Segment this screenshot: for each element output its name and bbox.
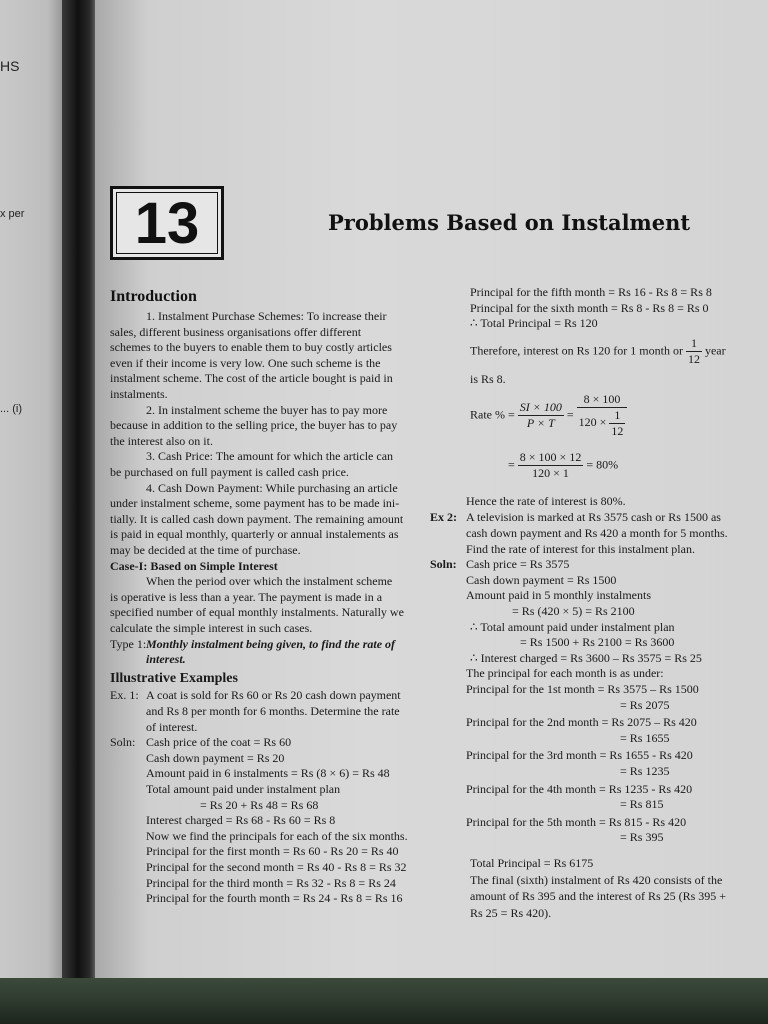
equals-sign: = [508,457,518,472]
solution-line: Principal for the third month = Rs 32 - Rs 8 = Rs 24 [146,875,396,890]
case-heading: Case-I: Based on Simple Interest [110,558,278,573]
paragraph-line: even if their income is very low. One such scheme is the [110,355,381,370]
paragraph-line: Rs 25 = Rs 420). [470,905,552,920]
fraction-numerator: 1 [686,336,702,352]
paragraph-line: because in addition to the selling price, the buyer has to pay [110,418,398,433]
rate-formula [470,392,627,439]
therefore-tail: year [701,343,726,358]
paragraph-line: is operative is less than a year. The payment is made in a [110,589,383,604]
paragraph-line: sales, different business organisations offer different [110,324,362,339]
type-text: interest. [146,652,186,667]
solution-line: Principal for the 1st month = Rs 3575 – Rs 1500 [466,682,699,696]
solution-line: ∴ Total amount paid under instalment plan [470,619,675,634]
example-line: of interest. [146,719,198,734]
solution-line: Principal for the 5th month = Rs 815 - Rs 420 [466,814,687,829]
solution-line: = Rs (420 × 5) = Rs 2100 [512,604,635,618]
solution-line: Interest charged = Rs 68 - Rs 60 = Rs 8 [146,813,336,828]
introduction-heading: Introduction [110,288,197,305]
example-line: A television is marked at Rs 3575 cash or Rs 1500 as [466,510,721,525]
paragraph-line: be purchased on full payment is called cash price. [110,465,349,479]
paragraph-line: calculate the simple interest in such cases. [110,621,313,635]
solution-line: = Rs 1500 + Rs 2100 = Rs 3600 [520,635,675,650]
solution-line: ∴ Total Principal = Rs 120 [470,316,598,331]
example-line: cash down payment and Rs 420 a month for 5 months. [466,526,728,540]
paragraph-line: specified number of equal monthly instalments. Naturally we [110,605,404,620]
fraction [518,400,564,431]
total-principal-line: Total Principal = Rs 6175 [470,856,594,870]
solution-line: ∴ Interest charged = Rs 3600 – Rs 3575 = Rs 25 [470,650,702,665]
solution-line: Principal for the fourth month = Rs 24 - Rs 8 = Rs 16 [146,891,403,906]
type-text: Monthly instalment being given, to find the rate of [146,636,396,651]
solution-line: Amount paid in 5 monthly instalments [466,588,651,603]
solution-line: Principal for the 3rd month = Rs 1655 - Rs 420 [466,748,693,763]
solution-label: Soln: [430,557,457,572]
fraction-denominator: 12 [611,423,624,438]
solution-line: Cash price = Rs 3575 [466,557,570,572]
solution-line: Principal for the sixth month = Rs 8 - Rs 8 = Rs 0 [470,300,709,315]
fraction-numerator: 8 × 100 [577,392,628,408]
solution-line: = Rs 20 + Rs 48 = Rs 68 [200,797,319,812]
fraction-denominator: 12 [687,351,700,366]
solution-line: Principal for the 4th month = Rs 1235 - Rs 420 [466,781,693,796]
solution-line: Principal for the first month = Rs 60 - Rs 20 = Rs 40 [146,844,399,859]
solution-line: = Rs 1655 [620,730,670,745]
chapter-number-box [110,186,224,260]
solution-line: Total amount paid under instalment plan [146,782,341,796]
paragraph-line: instalment scheme. The cost of the article bought is paid in [110,371,393,386]
fraction [518,450,584,481]
chapter-title: Problems Based on Instalment [328,210,691,235]
left-page-margin-fragment: ... (i) [0,403,22,415]
paragraph-line: 3. Cash Price: The amount for which the article can [146,449,394,464]
solution-line: Principal for the fifth month = Rs 16 - Rs 8 = Rs 8 [470,285,712,299]
example-line: and Rs 8 per month for 6 months. Determine the rate [146,704,400,718]
solution-line: Amount paid in 6 instalments = Rs (8 × 6) = Rs 48 [146,766,390,781]
paragraph-line: amount of Rs 395 and the interest of Rs 25 (Rs 395 + [470,889,727,904]
paragraph-line: When the period over which the instalment scheme [146,574,393,589]
fraction [577,392,628,439]
solution-line: Principal for the 2nd month = Rs 2075 – Rs 420 [466,715,697,730]
solution-line: = Rs 2075 [620,697,670,712]
example-line: A coat is sold for Rs 60 or Rs 20 cash down payment [146,688,401,703]
example-line: Find the rate of interest for this instalment plan. [466,541,695,556]
solution-line: The principal for each month is as under: [466,666,664,681]
example-label: Ex. 1: [110,688,139,703]
type-label: Type 1: [110,636,147,651]
solution-label: Soln: [110,735,136,750]
paragraph-line: may be decided at the time of purchase. [110,543,301,557]
fraction-denominator: 120 × $\frac{1}{12}$ [578,407,624,438]
paragraph-line: tially. It is called cash down payment. The remaining amount [110,511,404,526]
rate-result-formula [508,450,618,481]
rate-label: Rate % = [470,407,518,422]
solution-line: Principal for the second month = Rs 40 - Rs 8 = Rs 32 [146,860,407,874]
example-label: Ex 2: [430,510,457,525]
fraction [609,408,625,439]
left-page-margin-fragment: x per [0,208,25,220]
solution-line: Cash down payment = Rs 1500 [466,572,617,587]
solution-line: = Rs 1235 [620,764,670,778]
therefore-text: Therefore, interest on Rs 120 for 1 month or [470,343,686,358]
fraction-numerator: 1 [609,408,625,424]
paragraph-line: instalments. [110,387,168,401]
fraction-denominator: 120 × 1 [532,465,569,480]
solution-line: Cash price of the coat = Rs 60 [146,735,292,750]
solution-line: Cash down payment = Rs 20 [146,750,285,765]
solution-line: = Rs 395 [620,830,664,845]
paragraph-line: is paid in equal monthly, quarterly or annual instalements as [110,527,399,542]
hence-line: Hence the rate of interest is 80%. [466,493,626,508]
therefore-line [470,336,726,367]
fraction-numerator: 8 × 100 × 12 [519,449,582,464]
paragraph-line: The final (sixth) instalment of Rs 420 consists of the [470,872,723,887]
rate-result: = 80% [583,457,619,472]
solution-line: Now we find the principals for each of the six months. [146,828,408,843]
bottom-background [0,978,768,1024]
fraction-numerator: SI × 100 [519,399,562,414]
solution-line: = Rs 815 [620,797,664,812]
solution-line: is Rs 8. [470,371,506,386]
fraction [686,336,702,367]
left-page-header-fragment: HS [0,58,20,74]
chapter-number: 13 [116,192,218,254]
paragraph-line: 2. In instalment scheme the buyer has to pay more [146,402,388,417]
paragraph-line: 4. Cash Down Payment: While purchasing an article [146,480,398,495]
paragraph-line: schemes to the buyers to enable them to buy costly articles [110,340,392,355]
fraction-denominator: P × T [526,415,555,430]
paragraph-line: 1. Instalment Purchase Schemes: To increase their [146,309,387,323]
illustrative-heading: Illustrative Examples [110,670,238,686]
paragraph-line: the interest also on it. [110,433,213,448]
equals-sign: = [563,407,577,422]
paragraph-line: under instalment scheme, some payment has to be made ini- [110,496,400,511]
